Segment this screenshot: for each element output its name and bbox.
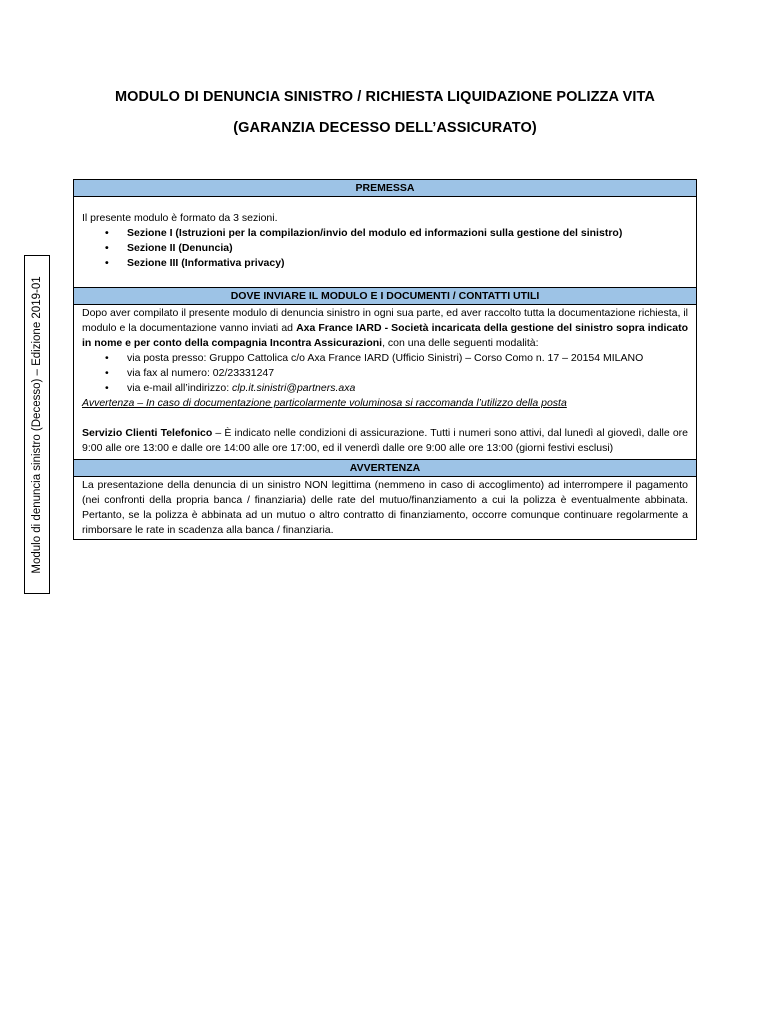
list-item-email: • via e-mail all’indirizzo: clp.it.sinistri@partners.axa <box>127 381 688 396</box>
list-item-fax: • via fax al numero: 02/23331247 <box>127 366 688 381</box>
edition-side-label: Modulo di denuncia sinistro (Decesso) – Edizione 2019-01 <box>31 275 43 574</box>
list-item-posta: • via posta presso: Gruppo Cattolica c/o Axa France IARD (Ufficio Sinistri) – Corso Como n. 17 – 20154 MILANO <box>127 351 688 366</box>
email-address: clp.it.sinistri@partners.axa <box>232 382 356 394</box>
content-table <box>73 179 697 540</box>
sections-list <box>82 226 688 271</box>
document-subtitle: (GARANZIA DECESSO DELL’ASSICURATO) <box>233 120 537 136</box>
list-item: • Sezione I (Istruzioni per la compilazion/invio del modulo ed informazioni sulla gestione del sinistro) <box>127 226 688 241</box>
avvertenza-text: La presentazione della denuncia di un sinistro NON legittima (nemmeno in caso di accoglimento) ad interrompere il pagamento (nei confronti della propria banca / finanziaria) delle rate del mutuo/finanziamento a cui la polizza è eventualmente abbinata. Pertanto, se la polizza è abbinata ad un mutuo o altro contratto di finanziamento, occorre comunque continuare regolarmente a rimborsare le rate in scadenza alla banca / finanziaria. <box>82 479 688 536</box>
servizio-clienti: Servizio Clienti Telefonico – È indicato nelle condizioni di assicurazione. Tutti i numeri sono attivi, dal lunedì al giovedì, dalle ore 9:00 alle ore 13:00 e dalle ore 14:00 alle ore 17:00, ed il venerdì dalle ore 9:00 alle ore 13:00 (giorni festivi esclusi) <box>82 427 689 454</box>
invio-header: DOVE INVIARE IL MODULO E I DOCUMENTI / CONTATTI UTILI <box>74 287 696 305</box>
list-item: • Sezione II (Denuncia) <box>127 241 688 256</box>
premessa-section <box>74 197 696 287</box>
contact-methods-list <box>82 351 688 396</box>
avvertenza-section <box>74 477 696 539</box>
premessa-intro: Il presente modulo è formato da 3 sezioni. <box>82 212 278 224</box>
list-item: • Sezione III (Informativa privacy) <box>127 256 688 271</box>
company-name: Axa France IARD - Società incaricata della gestione del sinistro sopra indicato in nome e per conto della compagnia Incontra Assicurazioni <box>82 322 688 349</box>
document-title: MODULO DI DENUNCIA SINISTRO / RICHIESTA LIQUIDAZIONE POLIZZA VITA <box>114 89 656 105</box>
invio-section <box>74 305 696 459</box>
avvertenza-note: Avvertenza – In caso di documentazione particolarmente voluminosa si raccomanda l’utilizzo della posta <box>82 397 567 409</box>
avvertenza-header: AVVERTENZA <box>74 459 696 477</box>
invio-paragraph: Dopo aver compilato il presente modulo di denuncia sinistro in ogni sua parte, ed aver raccolto tutta la documentazione richiesta, il modulo e la documentazione vanno inviati ad Axa France IARD - Società incaricata della gestione del sinistro sopra indicato in nome e per conto della compagnia Incontra Assicurazioni, con una delle seguenti modalità: <box>82 307 688 349</box>
edition-side-label-box <box>24 255 50 594</box>
premessa-header: PREMESSA <box>74 180 696 197</box>
servizio-label: Servizio Clienti Telefonico <box>82 427 213 439</box>
